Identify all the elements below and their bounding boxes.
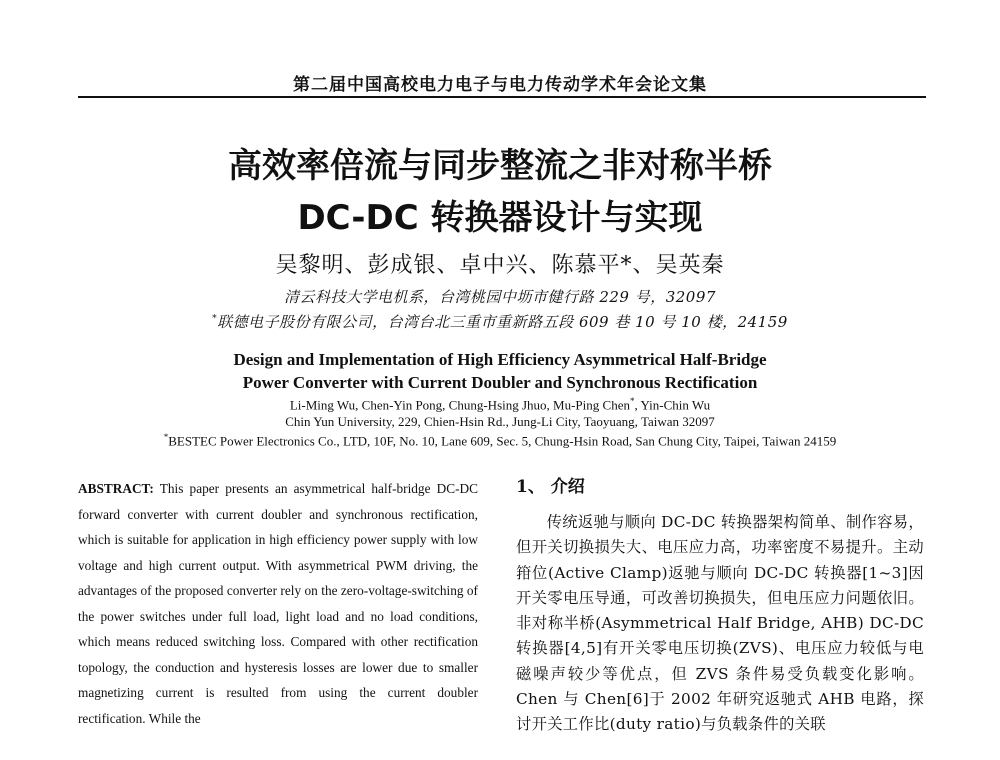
title-cn-line2: DC-DC 转换器设计与实现 — [297, 198, 703, 238]
affiliation-en-mark: * — [163, 432, 169, 442]
section-heading: 1、 介绍 — [516, 477, 585, 497]
affiliation-en-1: Chin Yun University, 229, Chien-Hsin Rd., Jung-Li City, Taoyuang, Taiwan 32097 — [285, 414, 715, 429]
header-rule — [78, 96, 926, 98]
abstract — [78, 476, 478, 731]
intro-paragraph: 传统返驰与顺向 DC-DC 转换器架构简单、制作容易，但开关切换损失大、电压应力高，功率密度不易提升。主动箝位(Active Clamp)返驰与顺向 DC-DC 转换器[1~3]因开关零电压导通，可改善切换损失，但电压应力问题依旧。非对称半桥(Asymmetrical Half Bridge, AHB) DC-DC 转换器[4,5]有开关零电压切换(ZVS)、电压应力较低与电磁噪声较少等优点，但 ZVS 条件易受负载变化影响。Chen 与 Chen[6]于 2002 年研究返驰式 AHB 电路，探讨开关工作比(duty ratio)与负载条件的关联 — [516, 513, 924, 734]
affiliation-cn-2-text: 联德电子股份有限公司，台湾台北三重市重新路五段 609 巷 10 号 10 楼，24159 — [217, 313, 788, 331]
abstract-label: ABSTRACT: — [78, 481, 154, 496]
affiliation-mark: * — [212, 314, 218, 324]
author-mark: * — [629, 396, 635, 406]
authors-en-after: , Yin-Chin Wu — [634, 397, 711, 413]
abstract-text: This paper presents an asymmetrical half-bridge DC-DC forward converter with current doubler and synchronous rectification, which is suitable for application in high efficiency power supply with low voltage and high current output. With asymmetrical PWM driving, the advantages of the proposed converter rely on the zero-voltage-switching of the power switches under full load, light load and no load conditions, which means reduced switching loss. Compared with other rectification topology, the conduction and hysteresis losses are lower due to smaller magnetizing current is resulted from using the current doubler rectification. While the — [78, 481, 478, 726]
affiliation-cn-1: 清云科技大学电机系，台湾桃园中坜市健行路 229 号，32097 — [284, 288, 716, 306]
title-en-line1: Design and Implementation of High Efficiency Asymmetrical Half-Bridge — [233, 350, 767, 369]
title-en-line2: Power Converter with Current Doubler and Synchronous Rectification — [242, 373, 758, 392]
title-cn-line1: 高效率倍流与同步整流之非对称半桥 — [228, 146, 772, 186]
affiliation-cn-2 — [0, 311, 1000, 332]
authors-en-before: Li-Ming Wu, Chen-Yin Pong, Chung-Hsing Jhuo, Mu-Ping Chen — [289, 397, 630, 413]
affiliation-en-2 — [0, 432, 1000, 449]
authors-cn: 吴黎明、彭成银、卓中兴、陈慕平*、吴英秦 — [275, 253, 725, 278]
authors-en — [0, 396, 1000, 413]
running-head: 第二届中国高校电力电子与电力传动学术年会论文集 — [293, 75, 707, 95]
affiliation-en-2-text: BESTEC Power Electronics Co., LTD, 10F, No. 10, Lane 609, Sec. 5, Chung-Hsin Road, San Chung City, Taipei, Taiwan 24159 — [168, 433, 837, 449]
